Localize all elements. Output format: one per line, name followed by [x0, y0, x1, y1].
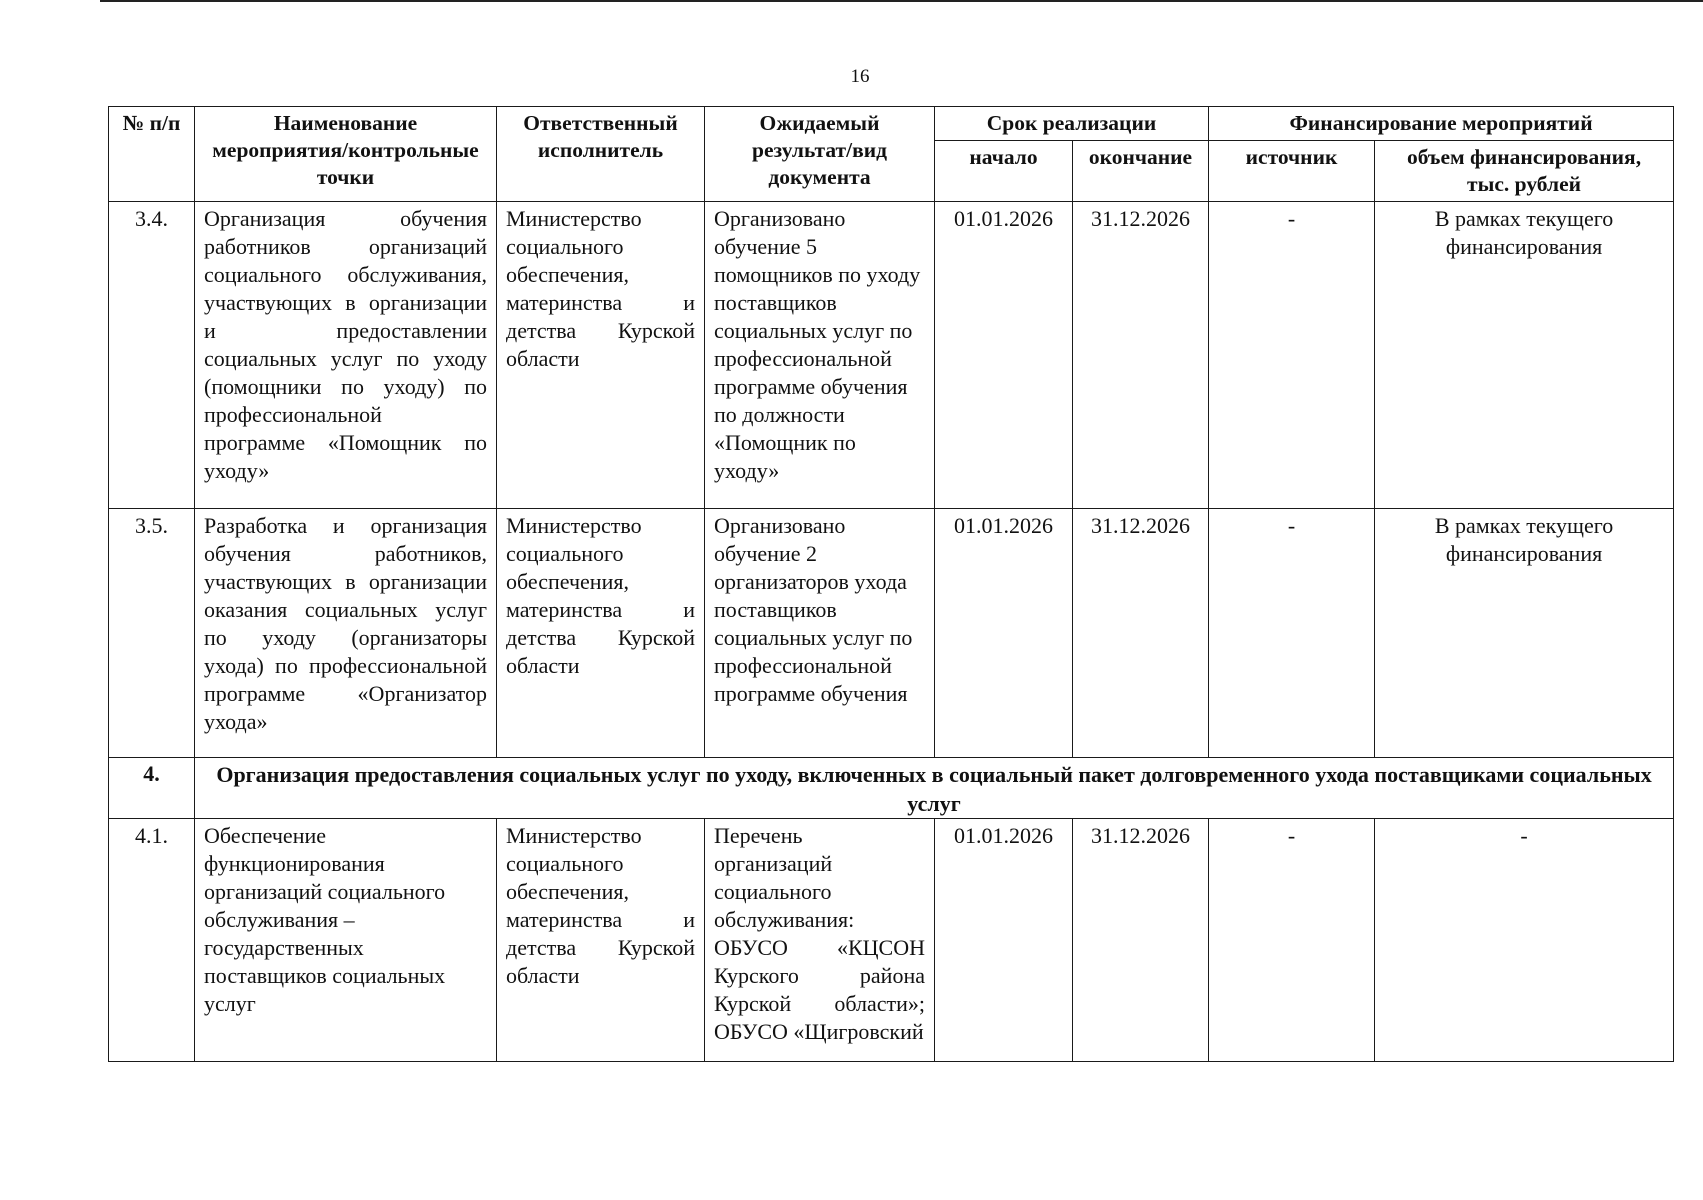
- row-name: Организация обучения работников организаций социального обслуживания, участвующих в организации и предоставлении социальных услуг по уходу (помощники по уходу) по профессиональной программе «Помощник по уходу»: [195, 202, 497, 509]
- page-number: 16: [850, 66, 870, 87]
- row-num: 3.5.: [109, 509, 195, 758]
- table-header: [109, 107, 1674, 202]
- table-row: [109, 202, 1674, 509]
- row-fin-volume: В рамках текущего финансирования: [1375, 202, 1674, 509]
- row-executor: Министерство социального обеспечения, материнства и детства Курской области: [497, 202, 705, 509]
- section-num: 4.: [109, 758, 195, 819]
- section-row: [109, 758, 1674, 819]
- header-term-start: начало: [935, 141, 1073, 202]
- header-term-group: Срок реализации: [935, 107, 1209, 141]
- section-title: Организация предоставления социальных услуг по уходу, включенных в социальный пакет долговременного ухода поставщиками социальных услуг: [195, 758, 1674, 819]
- row-name: Обеспечение функционирования организаций социального обслуживания – государственных поставщиков социальных услуг: [195, 819, 497, 1062]
- row-start-date: 01.01.2026: [935, 202, 1073, 509]
- row-result: Организовано обучение 5 помощников по уходу поставщиков социальных услуг по профессиональной программе обучения по должности «Помощник по уходу»: [705, 202, 935, 509]
- row-start-date: 01.01.2026: [935, 509, 1073, 758]
- header-fin-group: Финансирование мероприятий: [1209, 107, 1674, 141]
- row-fin-source: -: [1209, 202, 1375, 509]
- header-fin-source: источник: [1209, 141, 1375, 202]
- row-name: Разработка и организация обучения работников, участвующих в организации оказания социальных услуг по уходу (организаторы ухода) по профессиональной программе «Организатор ухода»: [195, 509, 497, 758]
- top-border-line: [100, 0, 1703, 2]
- row-start-date: 01.01.2026: [935, 819, 1073, 1062]
- events-table: [108, 106, 1674, 1062]
- header-num: № п/п: [109, 107, 195, 202]
- row-fin-source: -: [1209, 509, 1375, 758]
- header-fin-volume: объем финансирования, тыс. рублей: [1375, 141, 1674, 202]
- row-result: Перечень организаций социального обслуживания: ОБУСО «КЦСОН Курского района Курской области»; ОБУСО «Щигровский: [705, 819, 935, 1062]
- row-end-date: 31.12.2026: [1073, 202, 1209, 509]
- table-body: [109, 202, 1674, 1062]
- row-end-date: 31.12.2026: [1073, 509, 1209, 758]
- row-fin-volume: В рамках текущего финансирования: [1375, 509, 1674, 758]
- header-row-1: [109, 107, 1674, 141]
- table-row: [109, 509, 1674, 758]
- row-result: Организовано обучение 2 организаторов ухода поставщиков социальных услуг по профессиональной программе обучения: [705, 509, 935, 758]
- row-num: 4.1.: [109, 819, 195, 1062]
- row-executor: Министерство социального обеспечения, материнства и детства Курской области: [497, 509, 705, 758]
- header-executor: Ответственный исполнитель: [497, 107, 705, 202]
- row-end-date: 31.12.2026: [1073, 819, 1209, 1062]
- row-fin-source: -: [1209, 819, 1375, 1062]
- row-num: 3.4.: [109, 202, 195, 509]
- header-term-end: окончание: [1073, 141, 1209, 202]
- row-executor: Министерство социального обеспечения, материнства и детства Курской области: [497, 819, 705, 1062]
- table-row: [109, 819, 1674, 1062]
- row-fin-volume: -: [1375, 819, 1674, 1062]
- header-result: Ожидаемый результат/вид документа: [705, 107, 935, 202]
- header-name: Наименование мероприятия/контрольные точки: [195, 107, 497, 202]
